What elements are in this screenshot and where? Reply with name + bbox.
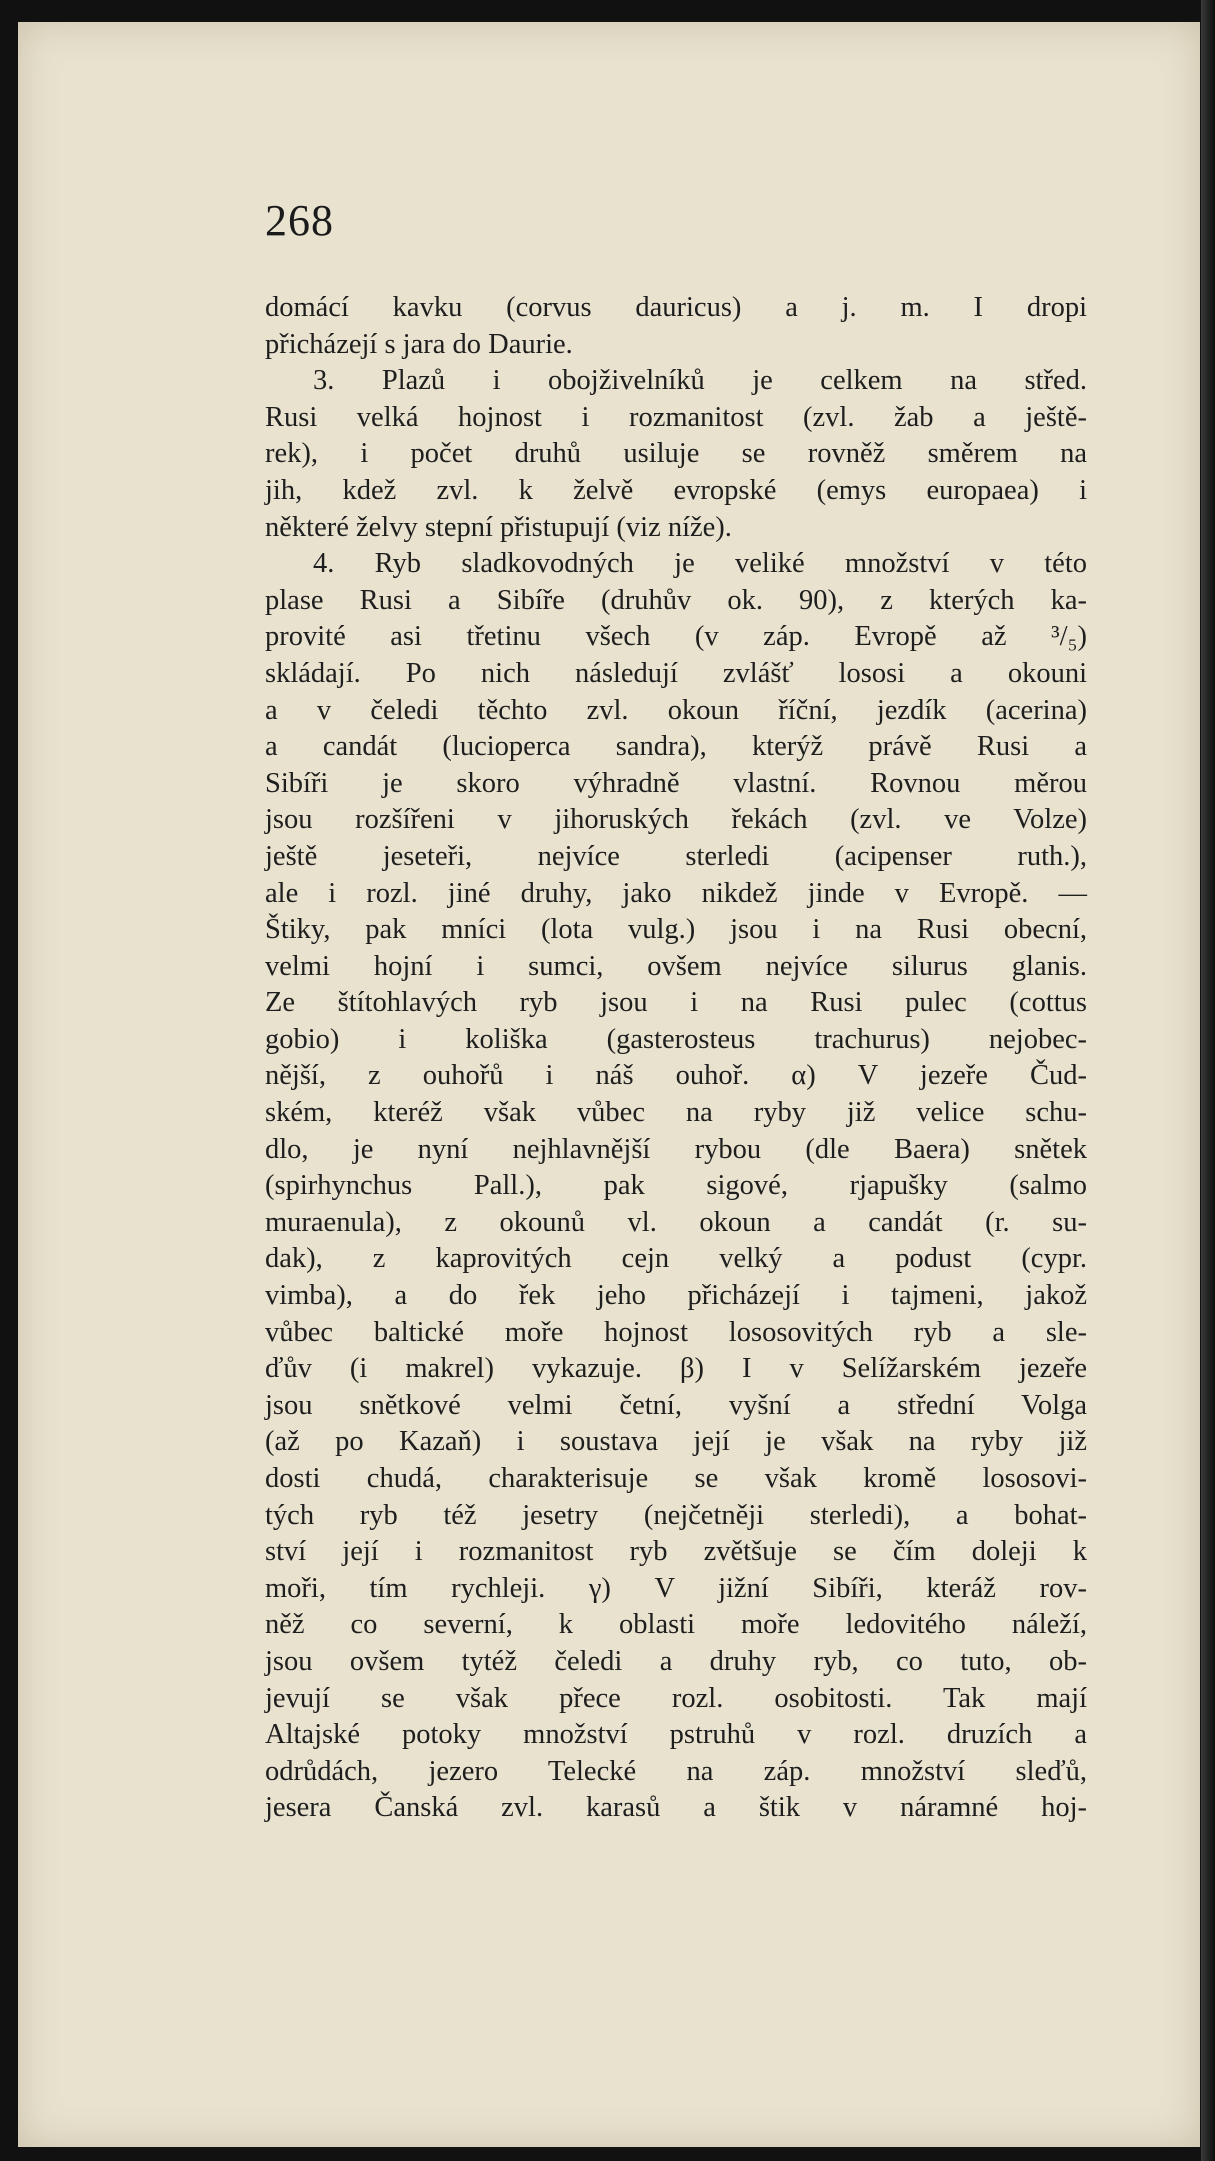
text-line: ještě jeseteři, nejvíce sterledi (acipenser ruth.), (265, 840, 1087, 872)
text-line: některé želvy stepní přistupují (viz níže). (265, 511, 732, 543)
text-line: muraenula), z okounů vl. okoun a candát (r. su- (265, 1206, 1087, 1238)
text-line: Rusi velká hojnost i rozmanitost (zvl. žab a ještě- (265, 401, 1087, 433)
page-edge-shadow (1201, 0, 1215, 2161)
text-line: jevují se však přece rozl. osobitosti. Tak mají (265, 1682, 1087, 1714)
text-line: ale i rozl. jiné druhy, jako nikdež jinde v Evropě. — (265, 877, 1087, 909)
text-line: Altajské potoky množství pstruhů v rozl. druzích a (265, 1719, 1087, 1751)
text-line: nější, z ouhořů i náš ouhoř. α) V jezeře Čud- (265, 1060, 1087, 1092)
text-line: 4. Ryb sladkovodných je veliké množství v této (313, 548, 1087, 580)
text-line: Štiky, pak mníci (lota vulg.) jsou i na Rusi obecní, (265, 914, 1087, 946)
page-number: 268 (265, 196, 334, 245)
text-line: a candát (lucioperca sandra), kterýž právě Rusi a (265, 731, 1087, 763)
text-line: Ze štítohlavých ryb jsou i na Rusi pulec (cottus (265, 987, 1087, 1019)
text-line: dlo, je nyní nejhlavnější rybou (dle Baera) snětek (265, 1133, 1087, 1165)
text-line: 3. Plazů i obojživelníků je celkem na střed. (313, 365, 1087, 397)
text-line: (spirhynchus Pall.), pak sigové, rjapušky (salmo (265, 1170, 1087, 1202)
text-line: jesera Čanská zvl. karasů a štik v náramné hoj- (265, 1792, 1087, 1824)
text-line: něž co severní, k oblasti moře ledovitého náleží, (265, 1609, 1087, 1641)
text-line: velmi hojní i sumci, ovšem nejvíce silurus glanis. (265, 950, 1087, 982)
text-line: ství její i rozmanitost ryb zvětšuje se čím doleji k (265, 1536, 1087, 1568)
text-line: plase Rusi a Sibíře (druhův ok. 90), z kterých ka- (265, 584, 1087, 616)
text-line: přicházejí s jara do Daurie. (265, 328, 573, 360)
text-line: ďův (i makrel) vykazuje. β) I v Selížarském jezeře (265, 1353, 1087, 1385)
text-line: domácí kavku (corvus dauricus) a j. m. I dropi (265, 292, 1087, 323)
text-line: vůbec baltické moře hojnost lososovitých ryb a sle- (265, 1316, 1087, 1348)
text-line: provité asi třetinu všech (v záp. Evropě až ³/₅) (265, 621, 1087, 653)
text-line: jih, kdež zvl. k želvě evropské (emys europaea) i (265, 474, 1087, 506)
text-line: Sibíři je skoro výhradně vlastní. Rovnou měrou (265, 767, 1087, 799)
text-line: skládají. Po nich následují zvlášť lososi a okouni (265, 657, 1087, 689)
text-line: tých ryb též jesetry (nejčetněji sterledi), a bohat- (265, 1499, 1087, 1531)
text-line: vimba), a do řek jeho přicházejí i tajmeni, jakož (265, 1280, 1087, 1312)
text-line: jsou snětkové velmi četní, vyšní a střední Volga (265, 1389, 1087, 1421)
text-line: moři, tím rychleji. γ) V jižní Sibíři, kteráž rov- (265, 1572, 1087, 1604)
text-line: rek), i počet druhů usiluje se rovněž směrem na (265, 438, 1087, 470)
text-line: jsou rozšířeni v jihoruských řekách (zvl. ve Volze) (265, 804, 1087, 836)
text-line: dak), z kaprovitých cejn velký a podust (cypr. (265, 1243, 1087, 1275)
text-line: ském, kteréž však vůbec na ryby již velice schu- (265, 1097, 1087, 1129)
text-line: odrůdách, jezero Telecké na záp. množství sleďů, (265, 1755, 1087, 1787)
text-line: gobio) i koliška (gasterosteus trachurus) nejobec- (265, 1023, 1087, 1055)
text-line: jsou ovšem tytéž čeledi a druhy ryb, co tuto, ob- (265, 1645, 1087, 1677)
text-line: (až po Kazaň) i soustava její je však na ryby již (265, 1426, 1087, 1458)
text-line: dosti chudá, charakterisuje se však kromě lososovi- (265, 1463, 1087, 1494)
body-text (265, 290, 1087, 1827)
text-line: a v čeledi těchto zvl. okoun říční, jezdík (acerina) (265, 694, 1087, 726)
